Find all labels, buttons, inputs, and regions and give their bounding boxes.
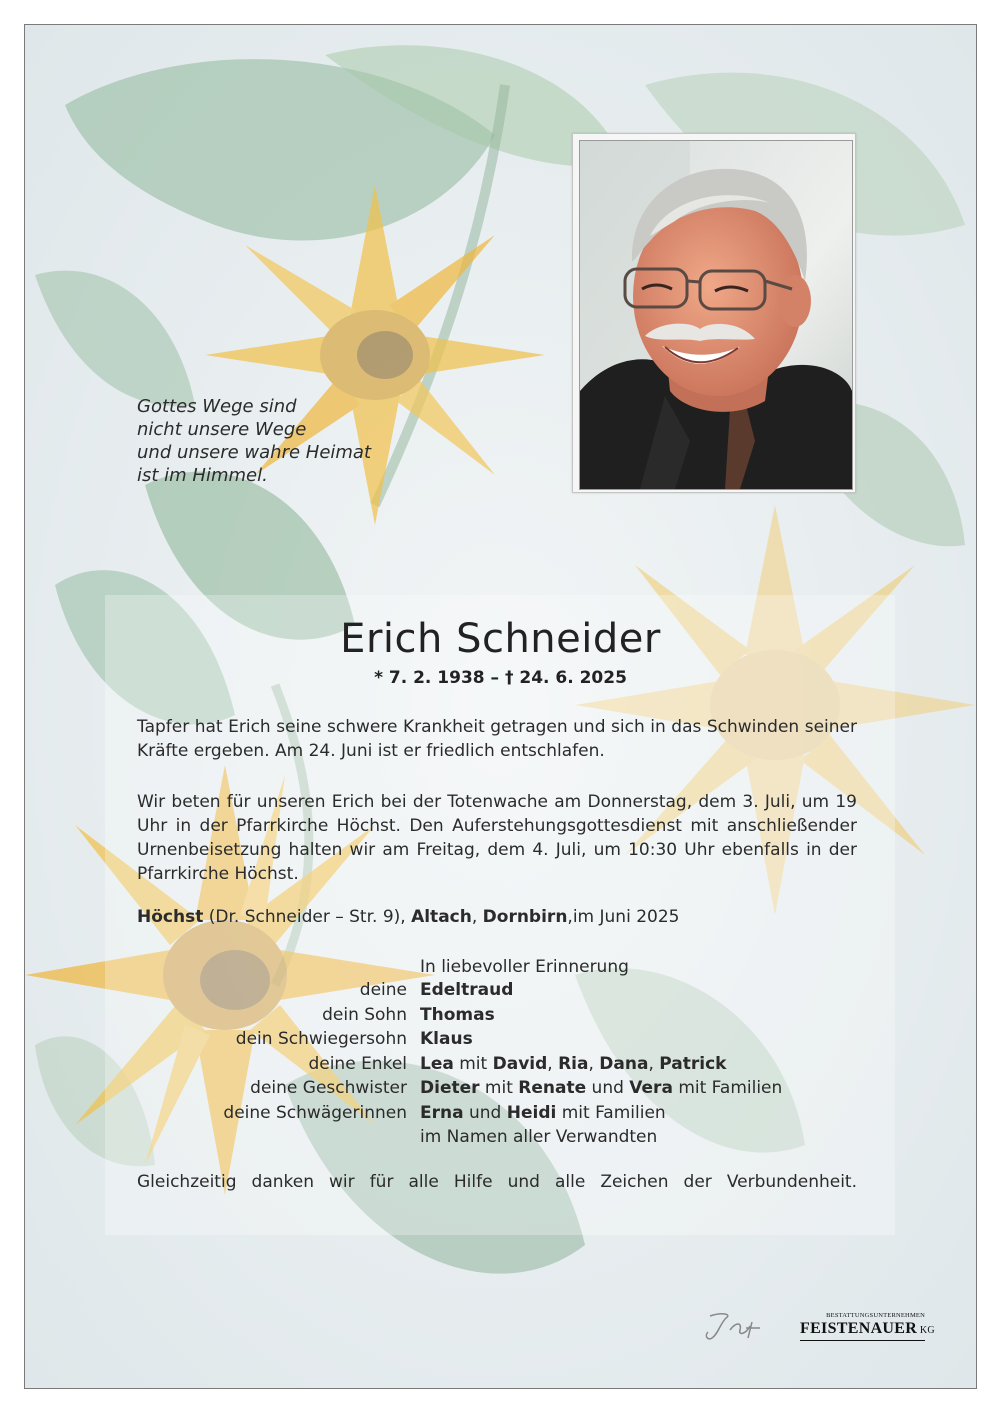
mourner-names <box>420 1003 495 1028</box>
mourner-name: Vera <box>629 1078 673 1098</box>
verse-line: und unsere wahre Heimat <box>137 442 372 463</box>
mourner-name: Klaus <box>420 1029 473 1049</box>
mourner-connector: mit Familien <box>556 1102 666 1123</box>
mourner-row <box>137 1003 857 1028</box>
logo-tagline: BESTATTUNGSUNTERNEHMEN <box>826 1312 925 1319</box>
place-date: ,im Juni 2025 <box>567 907 680 927</box>
mourner-connector: und <box>463 1102 507 1123</box>
mourner-name: Erna <box>420 1102 464 1123</box>
place-altach: Altach <box>411 907 472 927</box>
place-address: (Dr. Schneider – Str. 9), <box>203 907 412 927</box>
artist-signature <box>702 1308 772 1344</box>
mourner-row <box>137 1101 857 1126</box>
mourner-connector: , <box>547 1053 559 1074</box>
mourner-name: Dana <box>599 1053 649 1074</box>
place-separator: , <box>471 907 483 927</box>
thanks-line: Gleichzeitig danken wir für alle Hilfe und alle Zeichen der Verbundenheit. <box>137 1172 857 1192</box>
mourner-connector: , <box>588 1053 600 1074</box>
mourner-row <box>137 1027 857 1052</box>
logo-main-text: FEISTENAUER <box>800 1320 918 1337</box>
deceased-name: Erich Schneider <box>340 616 661 662</box>
verse-line: Gottes Wege sind <box>137 396 297 417</box>
mourner-connector: mit Familien <box>672 1078 783 1098</box>
mourner-relation: deine Schwägerinnen <box>223 1102 407 1123</box>
mourner-names <box>420 1101 666 1126</box>
mourner-names <box>420 1052 726 1077</box>
mourner-names <box>420 1027 473 1052</box>
mourner-name: David <box>492 1053 548 1074</box>
place-dornbirn: Dornbirn <box>482 907 568 927</box>
mourner-name: Patrick <box>659 1053 727 1074</box>
mourner-relation <box>137 1125 420 1150</box>
mourner-row <box>137 1125 857 1150</box>
mourner-names <box>420 1125 657 1150</box>
bible-verse <box>137 395 437 487</box>
portrait-frame <box>572 133 856 493</box>
logo-name <box>800 1320 935 1341</box>
mourner-names <box>420 1076 782 1101</box>
verse-line: nicht unsere Wege <box>137 419 307 440</box>
mourner-relation: dein Sohn <box>322 1004 407 1025</box>
logo-suffix: KG <box>917 1325 935 1336</box>
verse-line: ist im Himmel. <box>137 465 268 486</box>
mourner-relation: deine Enkel <box>308 1053 407 1074</box>
mourner-connector: im Namen aller Verwandten <box>420 1127 658 1147</box>
card-frame <box>24 24 977 1389</box>
mourner-row <box>137 978 857 1003</box>
places-line <box>137 905 857 929</box>
mourner-name: Ria <box>558 1053 589 1074</box>
mourner-connector: und <box>586 1078 630 1098</box>
mourner-connector: mit <box>479 1078 519 1098</box>
mourner-name: Heidi <box>506 1102 557 1123</box>
mourner-name: Edeltraud <box>420 980 514 1000</box>
mourners-intro: In liebevoller Erinnerung <box>420 957 629 977</box>
mourner-name: Renate <box>518 1078 587 1098</box>
mourners-list <box>137 978 857 1150</box>
mourner-name: Lea <box>420 1053 454 1074</box>
mourner-name: Dieter <box>420 1078 480 1098</box>
service-paragraph: Wir beten für unseren Erich bei der Totenwache am Donnerstag, dem 3. Juli, um 19 Uhr in der Pfarrkirche Höchst. Den Auferstehungsgottesdienst mit anschließender Urnenbeisetzung halten wir am Freitag, dem 4. Juli, um 10:30 Uhr ebenfalls in der Pfarrkirche Höchst. <box>137 792 857 884</box>
mourner-row <box>137 1076 857 1101</box>
mourner-row <box>137 1052 857 1077</box>
mourner-connector: mit <box>453 1053 493 1074</box>
life-dates: * 7. 2. 1938 – † 24. 6. 2025 <box>374 668 627 688</box>
mourner-relation: dein Schwiegersohn <box>235 1029 407 1049</box>
illness-paragraph: Tapfer hat Erich seine schwere Krankheit getragen und sich in das Schwinden seiner Kräfte ergeben. Am 24. Juni ist er friedlich entschlafen. <box>137 717 857 761</box>
mourner-names <box>420 978 513 1003</box>
mourner-relation: deine <box>359 980 407 1000</box>
funeral-home-logo <box>800 1312 935 1348</box>
place-hoechst: Höchst <box>137 907 204 927</box>
portrait-photo <box>579 140 853 490</box>
mourner-relation: deine Geschwister <box>250 1078 407 1098</box>
mourner-connector: , <box>648 1053 660 1074</box>
mourner-name: Thomas <box>420 1004 495 1025</box>
